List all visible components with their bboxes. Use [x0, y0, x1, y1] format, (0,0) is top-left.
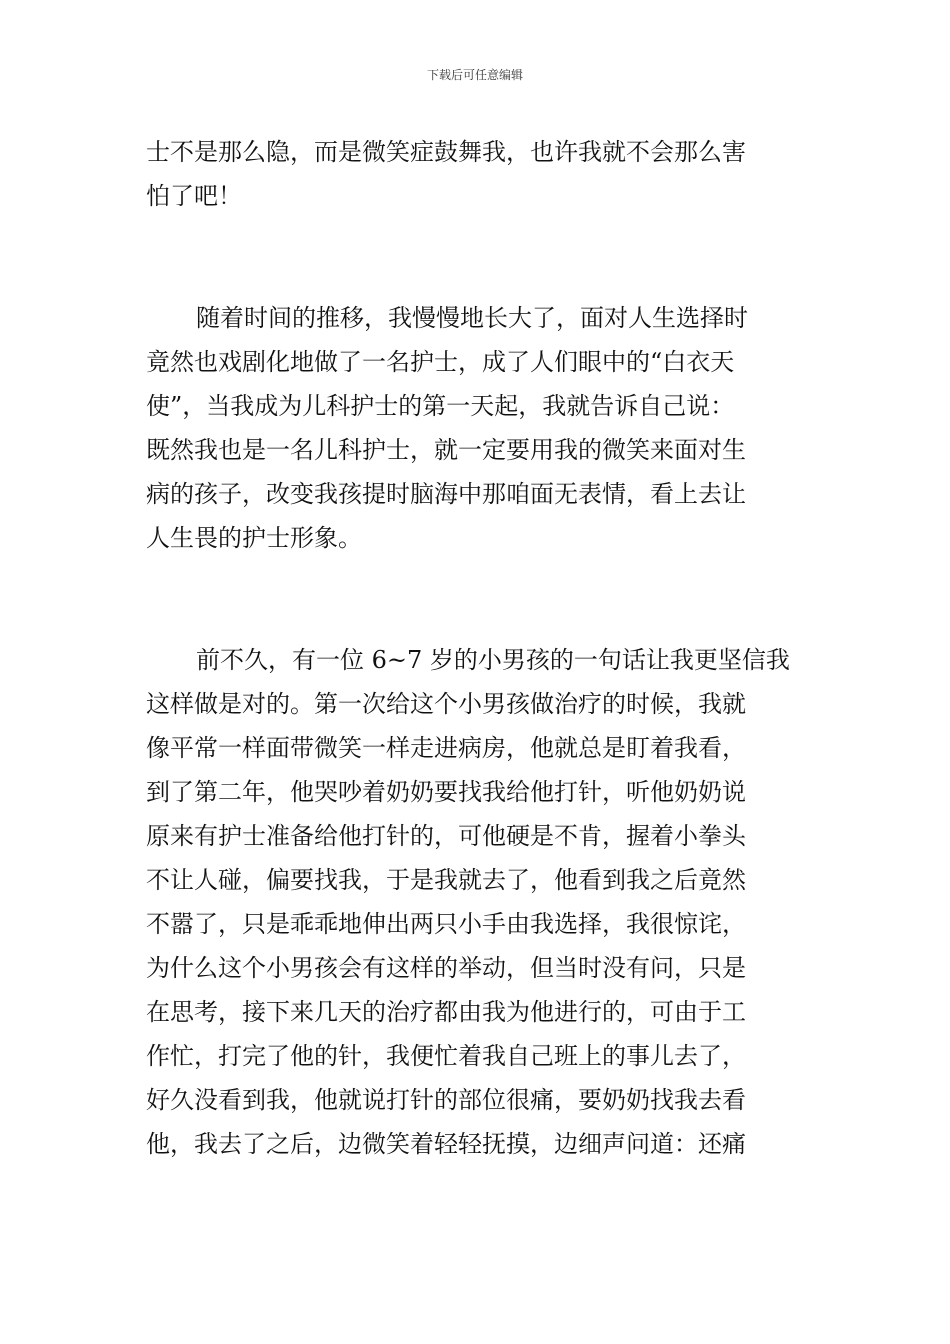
text-line: 这样做是对的。第一次给这个小男孩做治疗的时候，我就	[146, 690, 746, 718]
text-line: 病的孩子，改变我孩提时脑海中那咱面无表情，看上去让	[146, 480, 746, 508]
paragraph-2	[146, 296, 816, 560]
text-line: 他，我去了之后，边微笑着轻轻抚摸，边细声问道：还痛	[146, 1130, 746, 1158]
text-line: 为什么这个小男孩会有这样的举动，但当时没有问，只是	[146, 954, 746, 982]
text-line: 前不久，有一位 6~7 岁的小男孩的一句话让我更坚信我	[196, 646, 790, 674]
text-line: 原来有护士准备给他打针的，可他硬是不肯，握着小拳头	[146, 822, 746, 850]
text-line: 好久没看到我，他就说打针的部位很痛，要奶奶找我去看	[146, 1086, 746, 1114]
text-line: 既然我也是一名儿科护士，就一定要用我的微笑来面对生	[146, 436, 746, 464]
text-line: 使”，当我成为儿科护士的第一天起，我就告诉自己说：	[146, 392, 735, 420]
text-line: 怕了吧！	[146, 182, 242, 210]
paragraph-3	[146, 638, 816, 1166]
text-line: 不让人碰，偏要找我，于是我就去了，他看到我之后竟然	[146, 866, 746, 894]
text-line: 在思考，接下来几天的治疗都由我为他进行的，可由于工	[146, 998, 746, 1026]
document-body	[146, 130, 816, 1166]
page-header: 下载后可任意编辑	[426, 68, 523, 82]
text-line: 人生畏的护士形象。	[146, 524, 362, 552]
text-line: 像平常一样面带微笑一样走进病房，他就总是盯着我看，	[146, 734, 746, 762]
text-line: 到了第二年，他哭吵着奶奶要找我给他打针，听他奶奶说	[146, 778, 746, 806]
paragraph-1	[146, 130, 816, 218]
text-line: 随着时间的推移，我慢慢地长大了，面对人生选择时	[196, 304, 748, 332]
text-line: 竟然也戏剧化地做了一名护士，成了人们眼中的“白衣天	[146, 348, 735, 376]
text-line: 士不是那么隐，而是微笑症鼓舞我，也许我就不会那么害	[146, 138, 746, 166]
text-line: 作忙，打完了他的针，我便忙着我自己班上的事儿去了，	[146, 1042, 746, 1070]
text-line: 不嚣了，只是乖乖地伸出两只小手由我选择，我很惊诧，	[146, 910, 746, 938]
